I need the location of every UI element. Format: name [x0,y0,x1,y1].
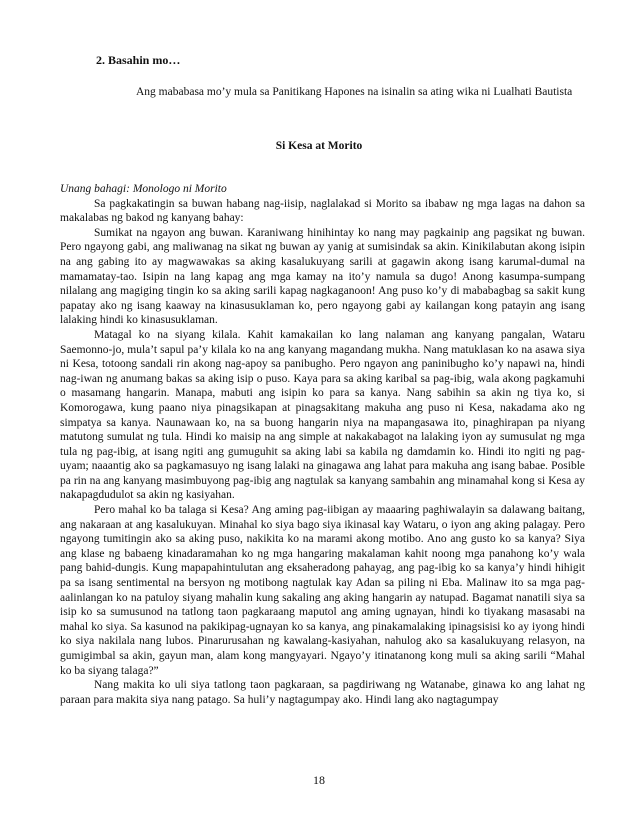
paragraph: Nang makita ko uli siya tatlong taon pagkaraan, sa pagdiriwang ng Watanabe, ginawa ko ang lahat ng paraan para makita siya nang patago. Sa huli’y nagtagumpay ako. Hindi lang ako nagtagumpay [60,679,585,706]
part-label: Unang bahagi: Monologo ni Morito [60,183,227,195]
task-heading: 2. Basahin mo… [96,53,181,67]
paragraph: Matagal ko na siyang kilala. Kahit kamakailan ko lang nalaman ang kanyang pangalan, Wataru Saemonno-jo, mula’t sapul pa’y kilala ko na ang kanyang magandang mukha. Nang matuklasan ko na asawa siya ni Kesa, totoong sandali rin akong nag-apoy sa panibugho. Pero ngayon ang paninibugho ko’y napawi na, hindi nag-iwan ng anumang bakas sa aking isip o puso. Kaya para sa aking karibal sa pag-ibig, wala akong pagkamuhi o masamang hangarin. Manapa, mabuti ang isipin ko para sa kanya. Nang sabihin sa akin ng tiya ko, si Komorogawa, kung paano niya pinagsikapan at pinagsakitang makuha ang puso ni Kesa, nakadama ako ng simpatya sa kanya. Naunawaan ko, na sa buong hangarin niya na mapangasawa ito, pinaghirapan pa niyang matutong sumulat ng tula. Hindi ko maisip na ang simple at nakakabagot na lalaking iyon ay sumusulat ng mga tula ng pag-ibig, at isang ngiti ang gumuguhit sa aking labi sa kabila ng damdamin ko. Hindi ito ngiti ng pag-uyam; naaantig ako sa pagkamasuyo ng isang lalaki na ginagawa ang lahat para makuha ang isang babae. Posible pa rin na ang kanyang masimbuyong pag-ibig ang nagtulak sa kanyang sambahin ang minamahal kong si Kesa ay nakapagdudulot sa akin ng kasiyahan. [60,328,585,502]
page-number: 18 [313,773,325,787]
intro-text: Ang mababasa mo’y mula sa Panitikang Hapones na isinalin sa ating wika ni Lualhati Bautista [136,86,573,98]
story-title: Si Kesa at Morito [275,140,363,152]
paragraph: Pero mahal ko ba talaga si Kesa? Ang aming pag-iibigan ay maaaring paghiwalayin sa dalawang baitang, ang nakaraan at ang kasalukuyan. Minahal ko siya bago siya ikinasal kay Wataru, o iyon ang aking palagay. Pero ngayong tumitingin ako sa aking puso, nakikita ko na marami akong motibo. Ano ang gusto ko sa kanya? Siya ang klase ng babaeng kinadaramahan ko ng mga hangaring makalaman kahit noong mga panahong ko’y wala pang bahid-dungis. Kung mapapahintulutan ang eksaheradong pahayag, ang pag-ibig ko sa kanya’y hindi hihigit pa sa isang sentimental na bersyon ng motibong nagtulak kay Adan sa piling ni Eba. Malinaw ito sa mga pag-aalinlangan ko na patuloy siyang mahalin kung sakaling ang aking hangarin ay natupad. Bagamat nanatili siya sa isip ko sa sumusunod na tatlong taon pagkaraang maputol ang aming ugnayan, hindi ko tiyakang masasabi na mahal ko siya. Sa kasunod na pakikipag-ugnayan ko sa kanya, ang pinakamalaking ipinagsisisi ko ay iyong hindi ko siya nakilala nang lubos. Pinarurusahan ng kawalang-kasiyahan, nahulog ako sa kasalukuyang relasyon, na gumigimbal sa akin, gayun man, alam kong mangyayari. Ngayo’y itinatanong kong muli sa aking sarili “Mahal ko ba siyang talaga?” [60,504,585,677]
story-body [60,182,585,707]
paragraph: Sa pagkakatingin sa buwan habang nag-iisip, naglalakad si Morito sa ibabaw ng mga lagas na dahon sa makalabas ng bakod ng kanyang bahay: [60,197,585,225]
paragraph: Sumikat na ngayon ang buwan. Karaniwang hinihintay ko nang may pagkainip ang pagsikat ng buwan. Pero ngayong gabi, ang maliwanag na sikat ng buwan ay yanig at sumisindak sa akin. Kinikilabutan akong isipin na ang gabing ito ay magwawakas sa aking kasalukuyang sarili at gagawin akong isang karumal-dumal na mamamatay-tao. Isipin na lang kapag ang mga kamay na ito’y namula sa dugo! Anong kasumpa-sumpang nilalang ang magiging tingin ko sa aking sarili kapag nagkaganoon! Ang puso ko’y di mababagbag sa sakit kung papatay ako ng isang kaaway na kinasusuklaman ko, pero ngayong gabi ay kailangan kong patayin ang isang lalaking hindi ko kinasusuklaman. [60,226,585,327]
